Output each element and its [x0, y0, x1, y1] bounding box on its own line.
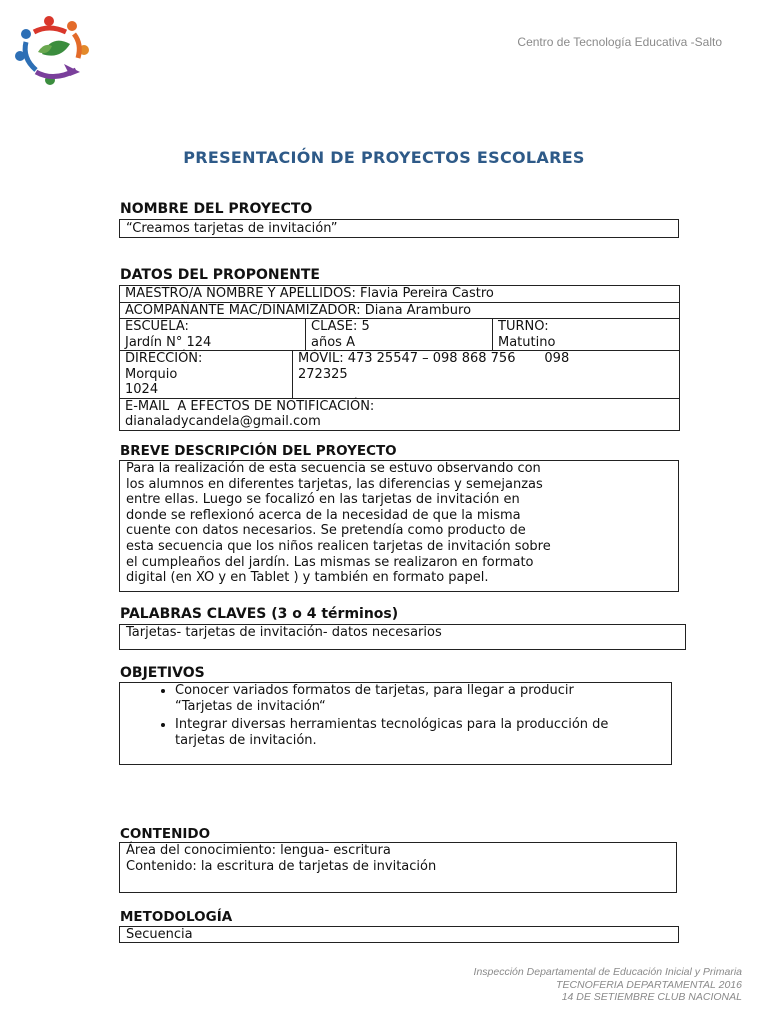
footer-line1: Inspección Departamental de Educación Inicial y Primaria [473, 966, 742, 978]
objective-line: • Conocer variados formatos de tarjetas, para llegar a producir [175, 683, 574, 698]
address-row [120, 351, 680, 398]
page-title: PRESENTACIÓN DE PROYECTOS ESCOLARES [183, 148, 585, 167]
objectives-box [119, 682, 672, 765]
objective-line: tarjetas de invitación. [175, 733, 317, 748]
description-line: el cumpleaños del jardín. Las mismas se realizaron en formato [126, 554, 534, 570]
school-row [120, 319, 680, 351]
organization-name: Centro de Tecnología Educativa -Salto [517, 35, 722, 49]
description-line: donde se reflexionó acerca de la necesidad de que la misma [126, 507, 521, 523]
content-box [119, 842, 677, 893]
school-value: Jardín N° 124 [125, 334, 212, 350]
objectives-list [120, 683, 671, 749]
objective-item [175, 683, 671, 715]
proponent-heading: DATOS DEL PROPONENTE [120, 267, 320, 283]
email-row [120, 398, 680, 430]
description-line: esta secuencia que los niños realicen tarjetas de invitación sobre [126, 538, 551, 554]
methodology-box [119, 926, 679, 943]
email-cell [120, 398, 680, 430]
teacher-cell: MAESTRO/A NOMBRE Y APELLIDOS: Flavia Pereira Castro [120, 286, 680, 303]
objectives-heading: OBJETIVOS [120, 665, 205, 681]
footer-line3: 14 DE SETIEMBRE CLUB NACIONAL [561, 991, 742, 1003]
description-line: los alumnos en diferentes tarjetas, las diferencias y semejanzas [126, 476, 543, 492]
people-circle-logo-icon [14, 12, 92, 88]
description-heading: BREVE DESCRIPCIÓN DEL PROYECTO [120, 443, 397, 459]
logo [14, 12, 92, 88]
class-value: años A [311, 334, 355, 350]
address-line1: Morquio [125, 366, 178, 382]
companion-cell: ACOMPAÑANTE MAC/DINAMIZADOR: Diana Aramburo [120, 302, 680, 319]
school-cell [120, 319, 306, 351]
teacher-row [120, 286, 680, 303]
methodology-heading: METODOLOGÍA [120, 909, 233, 925]
proponent-table [119, 285, 679, 431]
methodology-value: Secuencia [126, 927, 193, 942]
address-line2: 1024 [125, 382, 159, 397]
email-label: E-MAIL A EFECTOS DE NOTIFICACIÓN: [125, 398, 375, 414]
objective-item [175, 717, 671, 749]
description-line: cuente con datos necesarios. Se pretendía como producto de [126, 523, 526, 539]
content-heading: CONTENIDO [120, 826, 211, 842]
content-text [120, 843, 676, 874]
address-cell [120, 351, 293, 398]
keywords-heading: PALABRAS CLAVES (3 o 4 términos) [120, 606, 399, 622]
project-name-value: “Creamos tarjetas de invitación” [126, 221, 338, 236]
mobile-cell [293, 351, 680, 398]
footer [0, 966, 742, 1004]
project-name-heading: NOMBRE DEL PROYECTO [120, 201, 313, 217]
mobile-line2: 272325 [298, 366, 348, 382]
content-line2: Contenido: la escritura de tarjetas de invitación [126, 858, 437, 874]
description-line: digital (en XO y en Tablet ) y también en formato papel. [126, 570, 489, 586]
email-value: dianaladycandela@gmail.com [125, 414, 321, 429]
class-label: CLASE: 5 [311, 319, 370, 334]
keywords-box [119, 624, 686, 650]
objective-line: “Tarjetas de invitación“ [175, 699, 326, 714]
keywords-value: Tarjetas- tarjetas de invitación- datos necesarios [126, 625, 442, 640]
content-line1: Área del conocimiento: lengua- escritura [126, 843, 391, 858]
class-cell [306, 319, 493, 351]
shift-label: TURNO: [498, 319, 549, 334]
address-label: DIRECCIÓN: [125, 351, 203, 366]
shift-cell [493, 319, 680, 351]
project-name-box [119, 219, 679, 238]
description-line: entre ellas. Luego se focalizó en las tarjetas de invitación en [126, 492, 520, 508]
description-box [119, 460, 679, 592]
companion-row [120, 302, 680, 319]
school-label: ESCUELA: [125, 319, 189, 334]
shift-value: Matutino [498, 334, 556, 350]
objective-line: • Integrar diversas herramientas tecnológicas para la producción de [175, 717, 609, 732]
description-line: Para la realización de esta secuencia se estuvo observando con [126, 461, 541, 476]
footer-line2: TECNOFERIA DEPARTAMENTAL 2016 [556, 978, 742, 991]
mobile-line1: MÓVIL: 473 25547 – 098 868 756 098 [298, 351, 570, 366]
description-text [120, 461, 678, 586]
